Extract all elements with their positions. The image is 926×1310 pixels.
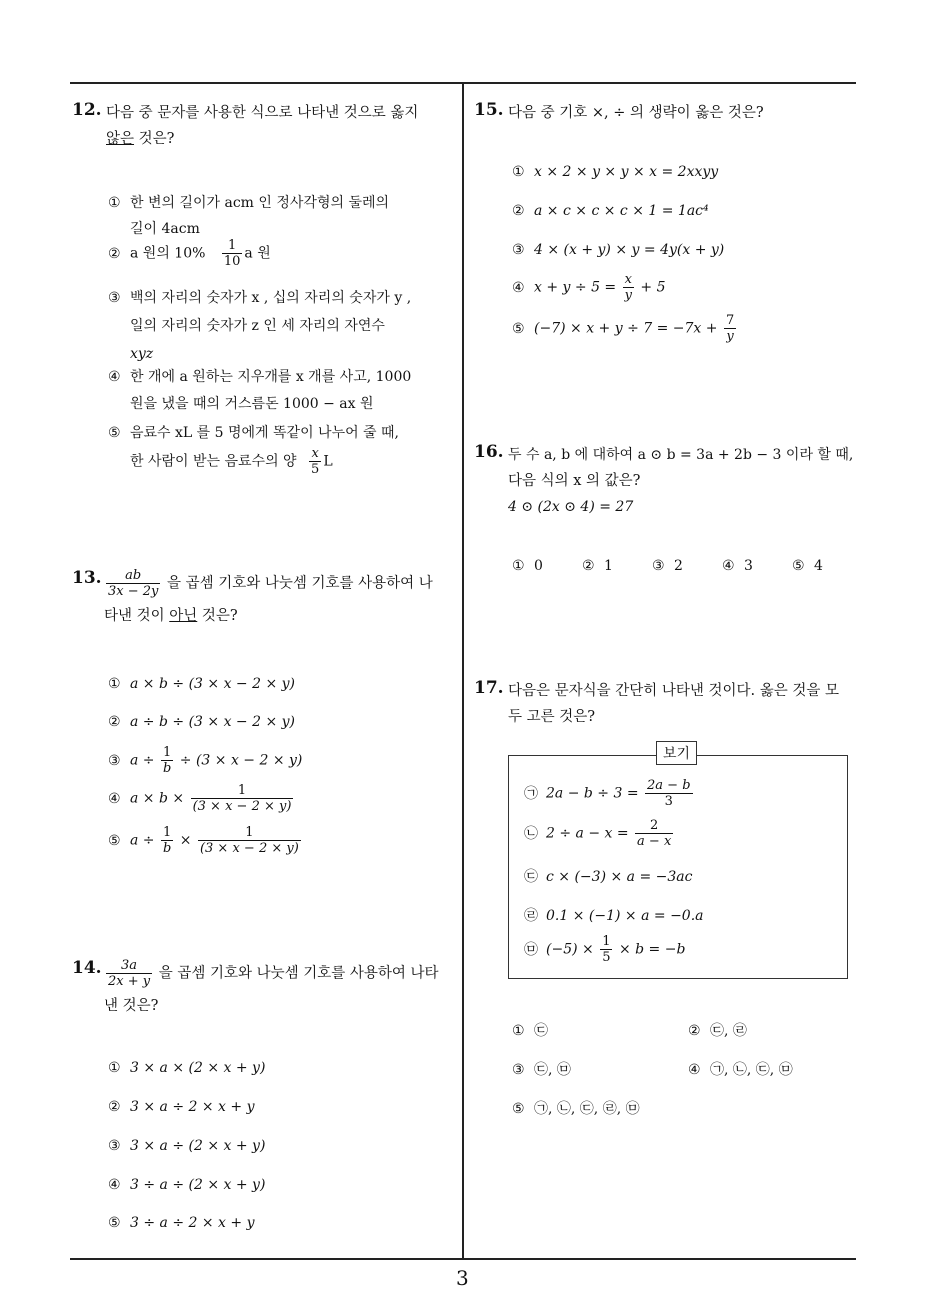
- fraction: $\frac{x}{y}$: [624, 272, 632, 303]
- option-5[interactable]: ⑤ 음료수 xL 를 5 명에게 똑같이 나누어 줄 때, 한 사람이 받는 음료수의 양 $\frac{x}{5}$ L: [108, 425, 400, 477]
- question-15: [474, 100, 854, 126]
- column-divider: [462, 82, 464, 1260]
- bogi-item-3: ㉢ c × (−3) × a = −3ac: [524, 869, 693, 885]
- page-number: 3: [456, 1266, 469, 1290]
- bottom-rule: [70, 1258, 856, 1260]
- option-3[interactable]: ③ 3 × a ÷ (2 × x + y): [108, 1138, 266, 1154]
- option-3[interactable]: ③ ㉢, ㉤: [512, 1062, 571, 1078]
- fraction: $\frac{1}{b}$: [162, 825, 172, 856]
- option-2[interactable]: ② ㉢, ㉣: [688, 1023, 747, 1039]
- question-stem: 다음 중 기호 ×, ÷ 의 생략이 옳은 것은?: [508, 105, 764, 121]
- question-number: 16.: [474, 442, 504, 462]
- question-14: [72, 958, 457, 1019]
- question-12: [72, 100, 457, 152]
- option-5[interactable]: ⑤ ㉠, ㉡, ㉢, ㉣, ㉤: [512, 1101, 640, 1117]
- question-number: 12.: [72, 100, 102, 120]
- option-5[interactable]: ⑤ a ÷ $\frac{1}{b}$ × $\frac{1}{(3 \times x - 2 \times y)}$: [108, 825, 299, 856]
- option-2[interactable]: ② 3 × a ÷ 2 × x + y: [108, 1099, 255, 1115]
- bogi-item-1: ㉠ 2a − b ÷ 3 = $\frac{2a - b}{3}$: [524, 778, 691, 809]
- option-3[interactable]: ③ a ÷ $\frac{1}{b}$ ÷ (3 × x − 2 × y): [108, 745, 303, 776]
- bogi-item-2: ㉡ 2 ÷ a − x = $\frac{2}{a - x}$: [524, 818, 672, 849]
- option-2[interactable]: ② 1: [582, 558, 613, 574]
- fraction: $\frac{7}{y}$: [725, 313, 735, 344]
- fraction: $\frac{2a - b}{3}$: [647, 778, 691, 809]
- question-stem: 두 수 a, b 에 대하여 a ⊙ b = 3a + 2b − 3 이라 할 때, 다음 식의 x 의 값은? 4 ⊙ (2x ⊙ 4) = 27: [508, 447, 854, 515]
- bogi-title: 보기: [656, 741, 697, 765]
- option-4[interactable]: ④ a × b × $\frac{1}{(3 \times x - 2 \times y)}$: [108, 783, 292, 814]
- bogi-item-4: ㉣ 0.1 × (−1) × a = −0.a: [524, 908, 704, 924]
- question-13: [72, 568, 457, 629]
- question-number: 13.: [72, 568, 102, 588]
- option-4[interactable]: ④ 3: [722, 558, 753, 574]
- question-number: 15.: [474, 100, 504, 120]
- bogi-item-5: ㉤ (−5) × $\frac{1}{5}$ × b = −b: [524, 934, 686, 965]
- fraction: $\frac{1}{(3 \times x - 2 \times y)}$: [199, 825, 299, 856]
- question-number: 14.: [72, 958, 102, 978]
- option-4[interactable]: ④ ㉠, ㉡, ㉢, ㉤: [688, 1062, 793, 1078]
- option-5[interactable]: ⑤ (−7) × x + y ÷ 7 = −7x + $\frac{7}{y}$: [512, 313, 735, 344]
- option-5[interactable]: ⑤ 3 ÷ a ÷ 2 × x + y: [108, 1215, 255, 1231]
- option-1[interactable]: ① a × b ÷ (3 × x − 2 × y): [108, 676, 296, 692]
- option-1[interactable]: ① 한 변의 길이가 acm 인 정사각형의 둘레의 길이 4acm: [108, 195, 390, 237]
- fraction: $\frac{1}{5}$: [602, 934, 611, 965]
- option-5[interactable]: ⑤ 4: [792, 558, 823, 574]
- option-1[interactable]: ① ㉢: [512, 1023, 548, 1039]
- option-3[interactable]: ③ 2: [652, 558, 683, 574]
- option-3[interactable]: ③ 백의 자리의 숫자가 x , 십의 자리의 숫자가 y , 일의 자리의 숫자가 z 인 세 자리의 자연수 xyz: [108, 290, 412, 362]
- fraction: $\frac{3a}{2x + y}$: [108, 958, 151, 989]
- option-4[interactable]: ④ 3 ÷ a ÷ (2 × x + y): [108, 1177, 266, 1193]
- option-4[interactable]: ④ 한 개에 a 원하는 지우개를 x 개를 사고, 1000 원을 냈을 때의 거스름돈 1000 − ax 원: [108, 369, 412, 412]
- question-stem: 다음은 문자식을 간단히 나타낸 것이다. 옳은 것을 모 두 고른 것은?: [508, 683, 840, 725]
- option-3[interactable]: ③ 4 × (x + y) × y = 4y(x + y): [512, 242, 725, 258]
- fraction: $\frac{1}{(3 \times x - 2 \times y)}$: [192, 783, 292, 814]
- option-1[interactable]: ① x × 2 × y × y × x = 2xxyy: [512, 164, 719, 180]
- fraction: $\frac{1}{b}$: [162, 745, 172, 776]
- question-16: [474, 442, 859, 520]
- option-2[interactable]: ② a ÷ b ÷ (3 × x − 2 × y): [108, 714, 296, 730]
- option-2[interactable]: ② a 원의 10% $\frac{1}{10}$ a 원: [108, 238, 271, 269]
- option-2[interactable]: ② a × c × c × c × 1 = 1ac⁴: [512, 203, 709, 219]
- option-4[interactable]: ④ x + y ÷ 5 = $\frac{x}{y}$ + 5: [512, 272, 666, 303]
- question-stem: $\frac{3a}{2x + y}$ 을 곱셈 기호와 나눗셈 기호를 사용하여 나타 낸 것은?: [104, 958, 439, 1014]
- question-stem: $\frac{ab}{3x - 2y}$ 을 곱셈 기호와 나눗셈 기호를 사용하여 나 타낸 것이 아닌 것은?: [104, 568, 433, 624]
- fraction: $\frac{x}{5}$: [311, 446, 320, 477]
- question-stem: 다음 중 문자를 사용한 식으로 나타낸 것으로 옳지 않은 것은?: [106, 105, 419, 147]
- fraction: $\frac{1}{10}$: [223, 238, 241, 269]
- fraction: $\frac{ab}{3x - 2y}$: [108, 568, 159, 599]
- question-17: [474, 678, 859, 730]
- question-number: 17.: [474, 678, 504, 698]
- option-1[interactable]: ① 0: [512, 558, 543, 574]
- option-1[interactable]: ① 3 × a × (2 × x + y): [108, 1060, 266, 1076]
- fraction: $\frac{2}{a - x}$: [637, 818, 672, 849]
